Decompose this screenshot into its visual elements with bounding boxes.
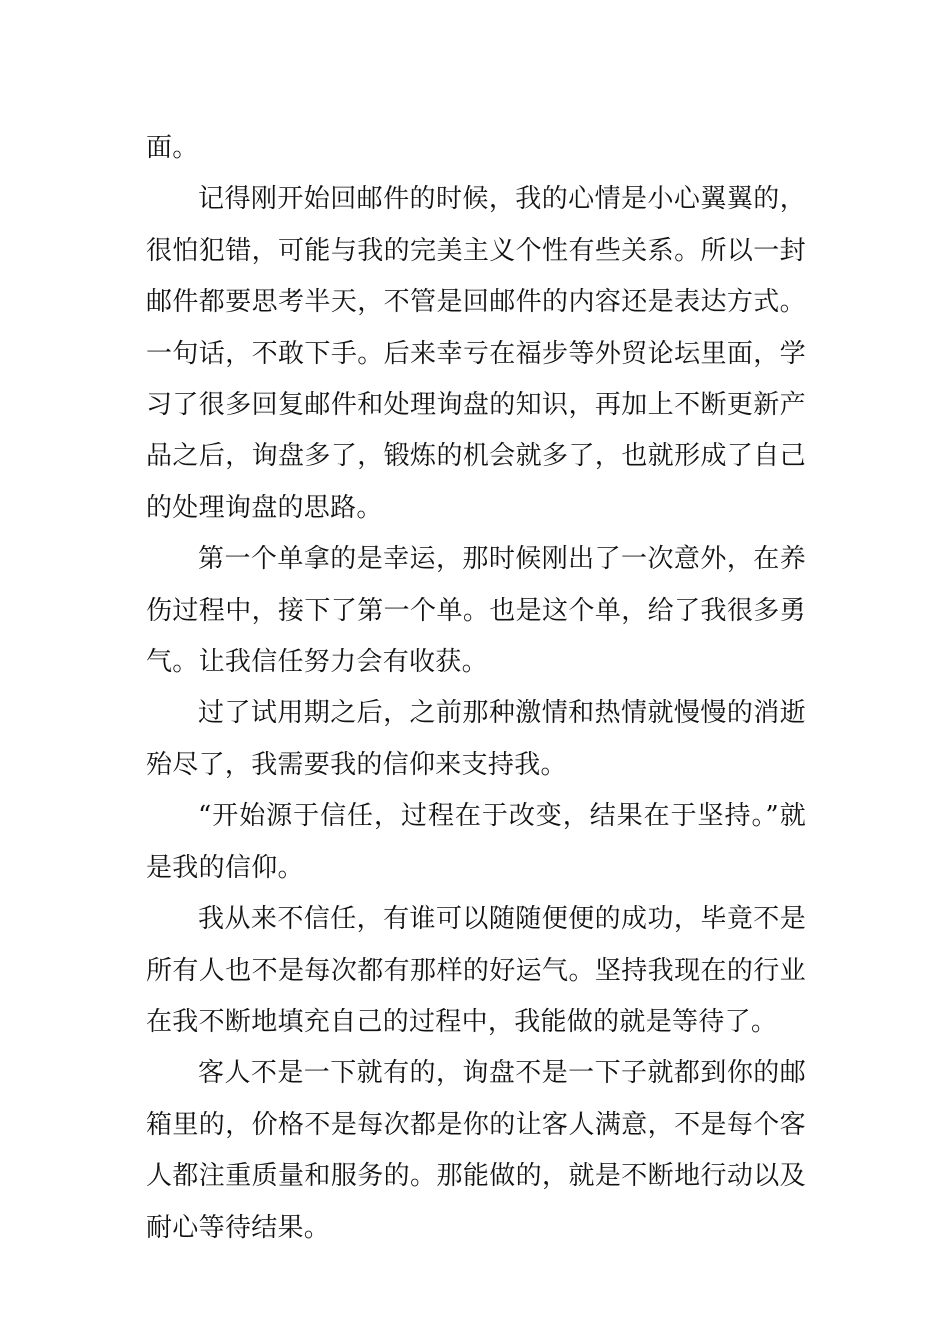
paragraph-3: 第一个单拿的是幸运，那时候刚出了一次意外，在养伤过程中，接下了第一个单。也是这个单，给了我很多勇气。让我信任努力会有收获。 <box>146 544 806 678</box>
paragraph-6: 我从来不信任，有谁可以随随便便的成功，毕竟不是所有人也不是每次都有那样的好运气。坚持我现在的行业在我不断地填充自己的过程中，我能做的就是等待了。 <box>146 904 806 1037</box>
body-text <box>146 123 806 1254</box>
paragraph-1: 面。 <box>146 133 199 163</box>
paragraph-7: 客人不是一下就有的，询盘不是一下子就都到你的邮箱里的，价格不是每次都是你的让客人满意，不是每个客人都注重质量和服务的。那能做的，就是不断地行动以及耐心等待结果。 <box>146 1058 806 1243</box>
paragraph-2: 记得刚开始回邮件的时候，我的心情是小心翼翼的，很怕犯错，可能与我的完美主义个性有些关系。所以一封邮件都要思考半天，不管是回邮件的内容还是表达方式。一句话，不敢下手。后来幸亏在福步等外贸论坛里面，学习了很多回复邮件和处理询盘的知识，再加上不断更新产品之后，询盘多了，锻炼的机会就多了，也就形成了自己的处理询盘的思路。 <box>146 184 806 523</box>
paragraph-5: “开始源于信任，过程在于改变，结果在于坚持。”就是我的信仰。 <box>146 801 806 883</box>
paragraph-4: 过了试用期之后，之前那种激情和热情就慢慢的消逝殆尽了，我需要我的信仰来支持我。 <box>146 698 806 780</box>
